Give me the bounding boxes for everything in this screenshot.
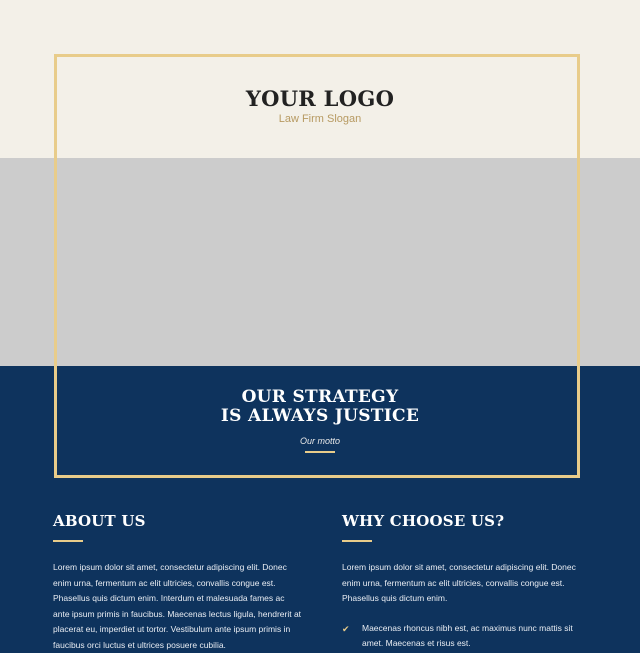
why-divider — [342, 540, 372, 542]
slogan: Law Firm Slogan — [278, 113, 362, 125]
about-text: Lorem ipsum dolor sit amet, consectetur adipiscing elit. Donec enim urna, fermentum ac elit ultricies, convallis congue est. Phasellus quis dictum enim. Interdum et malesuada fames ac ante ipsum primis in faucibus. Maecenas lectus ligula, hendrerit at placerat eu, imperdiet ut tortor. Vestibulum ante ipsum primis in faucibus orci luctus et ultrices posuere cubilia. — [53, 562, 302, 650]
logo[interactable]: YOUR LOGO — [245, 86, 395, 111]
hero-heading-line-2: IS ALWAYS JUSTICE — [220, 406, 420, 426]
about-title: ABOUT US — [53, 512, 146, 530]
list-item-text: Maecenas rhoncus nibh est, ac maximus nunc mattis sit amet. Maecenas et risus est. — [362, 622, 573, 648]
about-divider — [53, 540, 83, 542]
motto: Our motto — [299, 436, 340, 446]
motto-divider — [305, 451, 335, 453]
hero-heading-line-1: OUR STRATEGY — [241, 387, 399, 407]
why-text: Lorem ipsum dolor sit amet, consectetur adipiscing elit. Donec enim urna, fermentum ac elit ultricies, convallis congue est. Phasellus quis dictum enim. — [342, 562, 576, 603]
hero-heading — [0, 388, 640, 426]
why-title: WHY CHOOSE US? — [342, 512, 505, 530]
about-section — [53, 512, 303, 653]
check-icon: ✔ — [342, 623, 350, 634]
why-section — [342, 512, 592, 652]
why-list — [342, 621, 592, 652]
list-item — [342, 621, 592, 652]
